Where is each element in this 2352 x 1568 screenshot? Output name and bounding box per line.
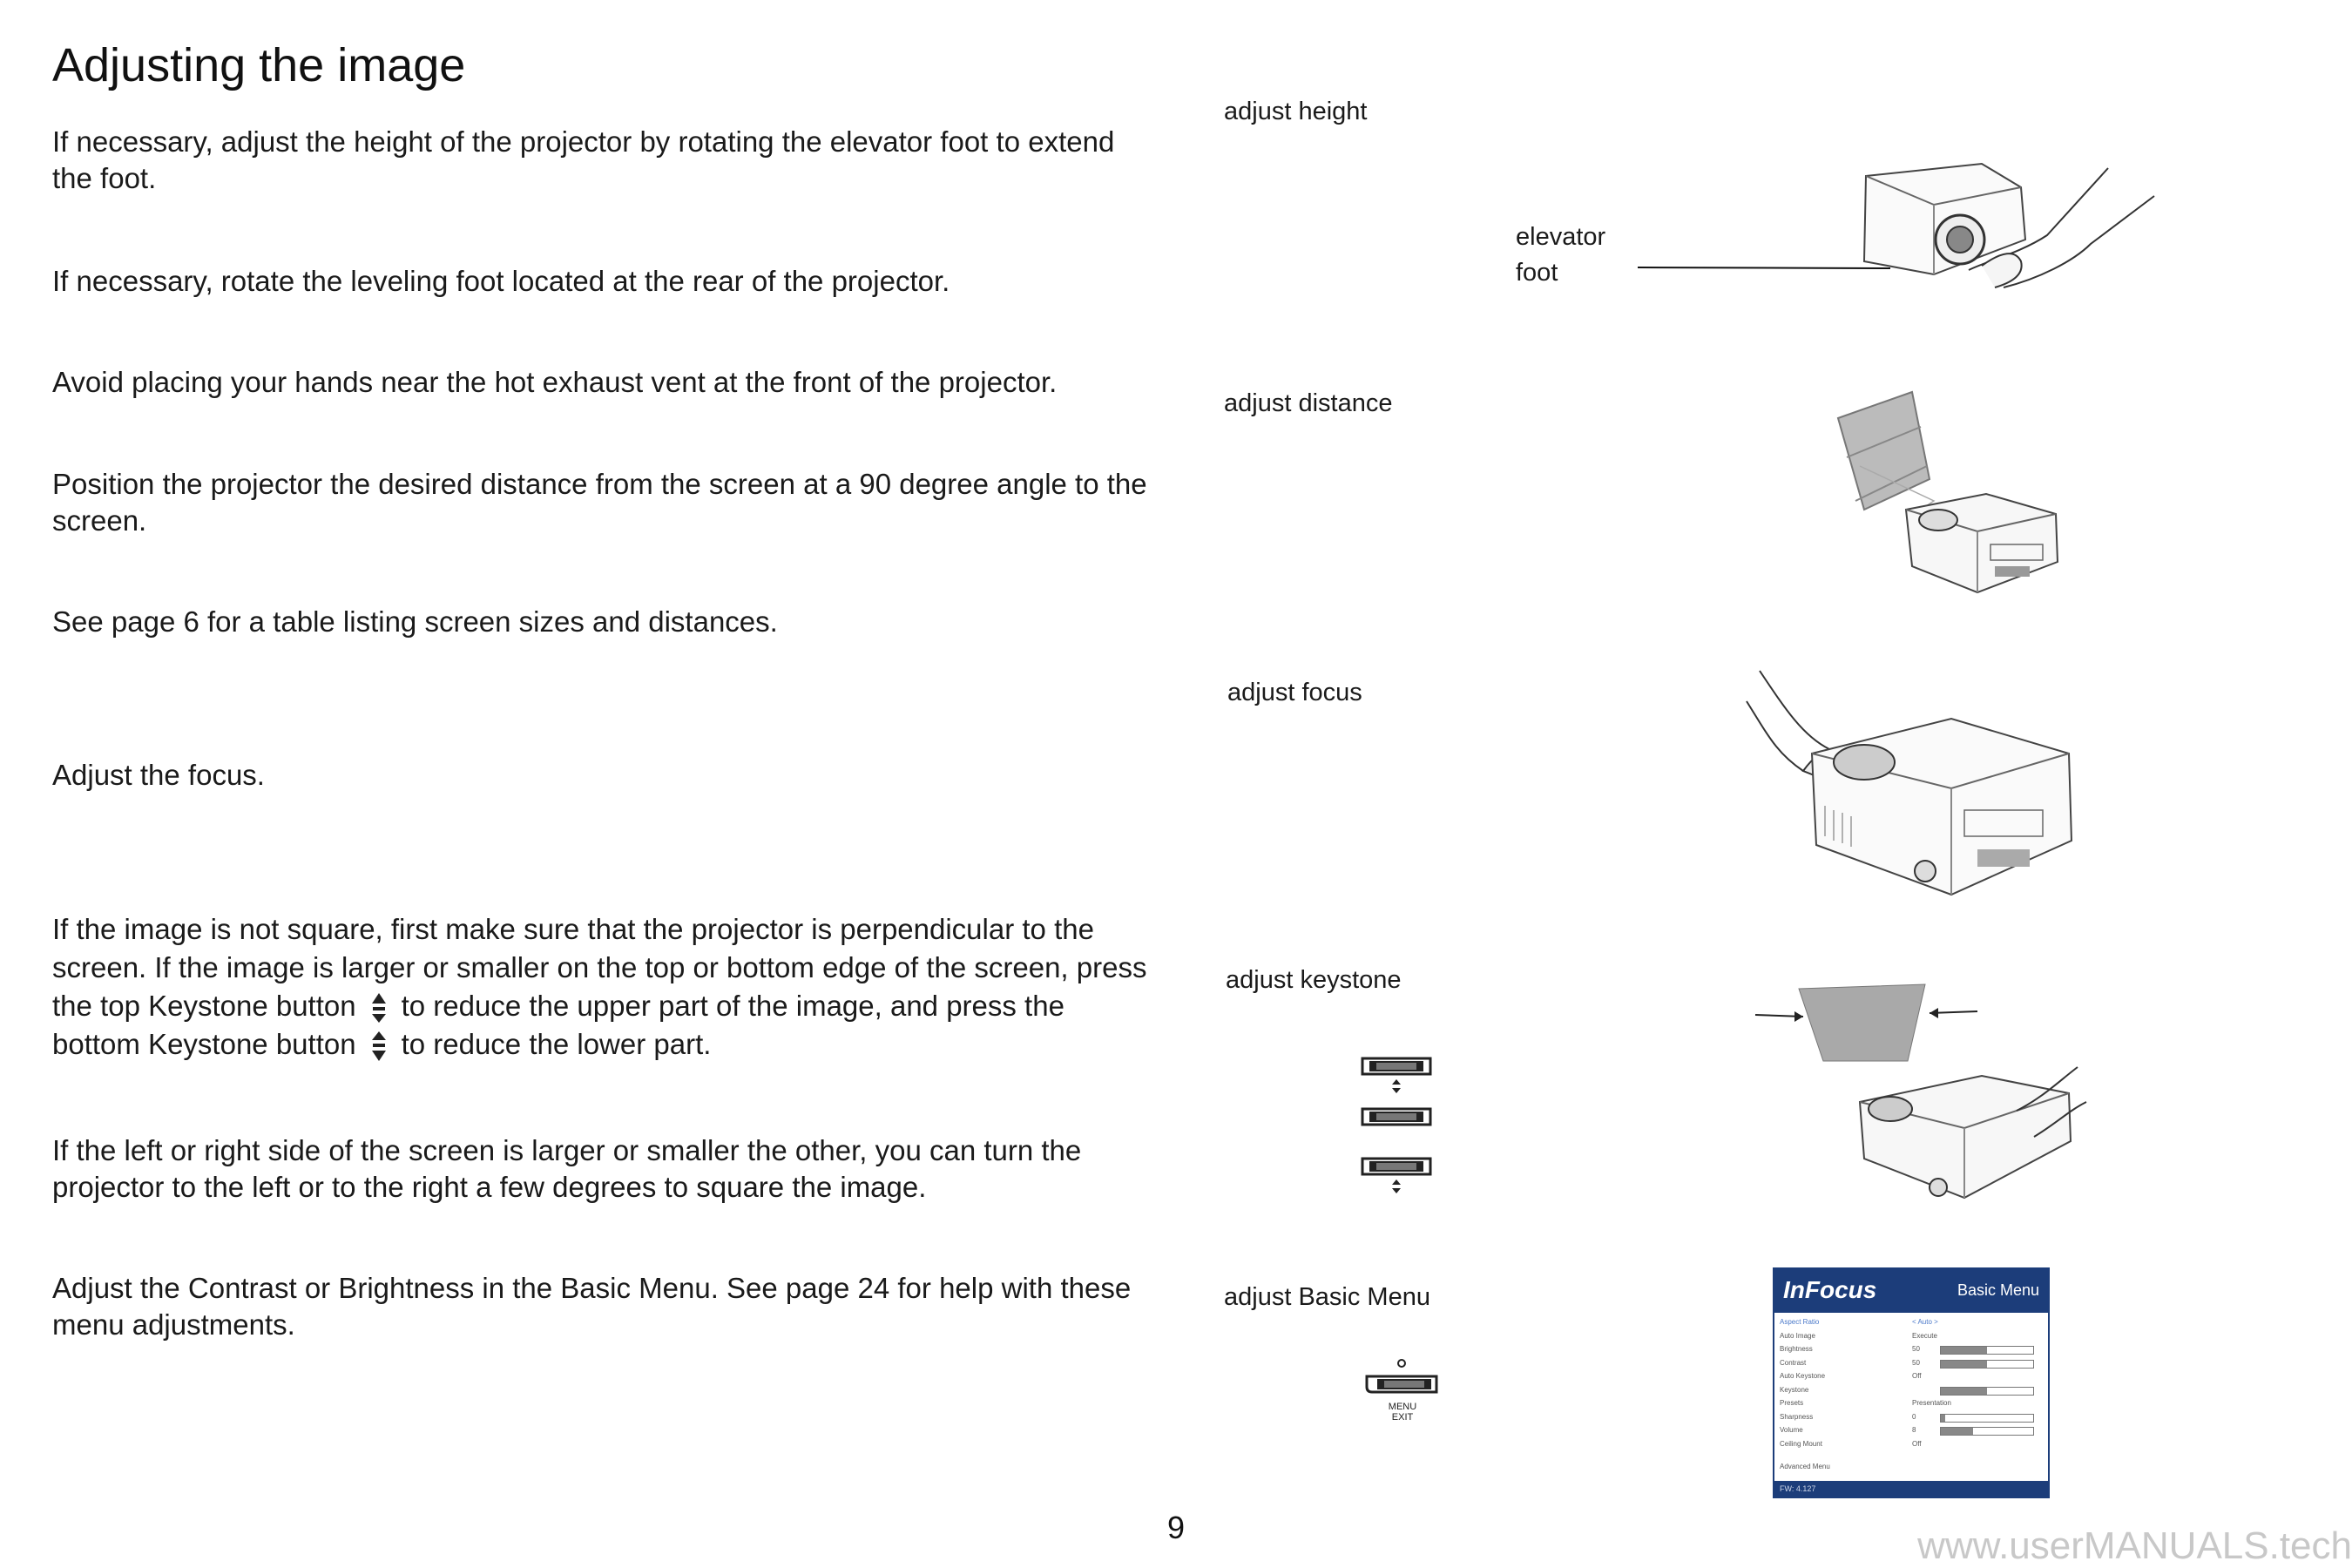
page-title: Adjusting the image bbox=[52, 39, 466, 91]
basic-menu-row-value: Off bbox=[1912, 1372, 1922, 1380]
keystone-up-icon bbox=[368, 991, 389, 1024]
paragraph-leveling-foot: If necessary, rotate the leveling foot located at the rear of the projector. bbox=[52, 265, 950, 297]
basic-menu-footer: FW: 4.127 bbox=[1774, 1481, 2048, 1497]
label-adjust-height: adjust height bbox=[1224, 98, 1368, 125]
basic-menu-slider-fill bbox=[1941, 1415, 1945, 1422]
basic-menu-slider-fill bbox=[1941, 1347, 1987, 1354]
basic-menu-row-value: < Auto > bbox=[1912, 1318, 1938, 1326]
basic-menu-header bbox=[1774, 1269, 2048, 1313]
basic-menu-row-value: 0 bbox=[1912, 1412, 1916, 1421]
keystone-down-icon bbox=[368, 1030, 389, 1063]
basic-menu-row-slider bbox=[1940, 1346, 2034, 1355]
label-adjust-keystone: adjust keystone bbox=[1226, 966, 1402, 994]
paragraph-basic-menu: Adjust the Contrast or Brightness in the Basic Menu. See page 24 for help with these menu adjustments. bbox=[52, 1272, 1132, 1341]
basic-menu-row-label: Volume bbox=[1780, 1426, 1803, 1434]
basic-menu-row-value: Off bbox=[1912, 1439, 1922, 1448]
label-adjust-focus: adjust focus bbox=[1227, 679, 1362, 706]
label-adjust-basic-menu: adjust Basic Menu bbox=[1224, 1283, 1430, 1311]
keystone-text-a: If the image is not square, first make sure that the projector is perpendicular to the screen. If the image is larger or smaller on the top or bottom edge of the screen, press the top Keystone button bbox=[52, 913, 1147, 1022]
keystone-screen-illustration bbox=[1755, 980, 2086, 1206]
basic-menu-row-label: Auto Keystone bbox=[1780, 1372, 1826, 1380]
label-foot: foot bbox=[1516, 259, 1558, 287]
basic-menu-row-slider bbox=[1940, 1387, 2034, 1396]
basic-menu-row-slider bbox=[1940, 1427, 2034, 1436]
basic-menu-slider-fill bbox=[1941, 1361, 1987, 1368]
projector-distance-illustration bbox=[1829, 388, 2073, 605]
advanced-menu-item: Advanced Menu bbox=[1780, 1463, 1830, 1470]
menu-label: MENU bbox=[1388, 1402, 1417, 1412]
basic-menu-row-slider bbox=[1940, 1414, 2034, 1423]
paragraph-adjust-height: If necessary, adjust the height of the projector by rotating the elevator foot to extend the foot. bbox=[52, 125, 1115, 194]
keystone-text-c: to reduce the lower part. bbox=[401, 1028, 712, 1060]
basic-menu-row-label: Brightness bbox=[1780, 1345, 1813, 1353]
basic-menu-row-value: 8 bbox=[1912, 1426, 1916, 1434]
basic-menu-row-value: Execute bbox=[1912, 1331, 1937, 1340]
basic-menu-row-label: Aspect Ratio bbox=[1780, 1318, 1820, 1326]
paragraph-keystone bbox=[52, 910, 1159, 1064]
projector-height-illustration bbox=[1638, 157, 2160, 314]
keystone-down-button-icon bbox=[1361, 1156, 1432, 1198]
basic-menu-slider-fill bbox=[1941, 1428, 1973, 1435]
keystone-middle-button-icon bbox=[1361, 1106, 1432, 1127]
exit-label: EXIT bbox=[1391, 1412, 1414, 1423]
menu-exit-label bbox=[1387, 1402, 1418, 1423]
paragraph-screen-sizes: See page 6 for a table listing screen sizes and distances. bbox=[52, 605, 778, 638]
label-adjust-distance: adjust distance bbox=[1224, 389, 1393, 417]
basic-menu-row-value: 50 bbox=[1912, 1358, 1920, 1367]
basic-menu-row-label: Contrast bbox=[1780, 1358, 1807, 1367]
basic-menu-row-label: Auto Image bbox=[1780, 1331, 1815, 1340]
label-elevator: elevator bbox=[1516, 223, 1606, 251]
paragraph-hot-vent-warning: Avoid placing your hands near the hot exhaust vent at the front of the projector. bbox=[52, 366, 1058, 398]
basic-menu-row-value: 50 bbox=[1912, 1345, 1920, 1353]
menu-exit-button-icon bbox=[1363, 1359, 1442, 1401]
projector-focus-illustration bbox=[1742, 666, 2091, 902]
keystone-up-button-icon bbox=[1361, 1056, 1432, 1098]
basic-menu-row-slider bbox=[1940, 1360, 2034, 1369]
basic-menu-slider-fill bbox=[1941, 1388, 1987, 1395]
basic-menu-screenshot bbox=[1773, 1267, 2050, 1498]
watermark: www.userMANUALS.tech bbox=[1917, 1524, 2352, 1567]
basic-menu-row-label: Presets bbox=[1780, 1399, 1804, 1407]
basic-menu-row-label: Sharpness bbox=[1780, 1412, 1814, 1421]
page-number: 9 bbox=[1166, 1510, 1186, 1545]
basic-menu-row-label: Ceiling Mount bbox=[1780, 1439, 1822, 1448]
basic-menu-row-label: Keystone bbox=[1780, 1385, 1809, 1394]
paragraph-side-adjust: If the left or right side of the screen is larger or smaller the other, you can turn the projector to the left or to the right a few degrees to square the image. bbox=[52, 1134, 1082, 1203]
paragraph-focus: Adjust the focus. bbox=[52, 759, 265, 791]
keystone-text-b: to reduce the upper part of the image, and press the bottom Keystone button bbox=[52, 990, 1064, 1060]
infocus-logo: InFocus bbox=[1783, 1276, 1877, 1303]
paragraph-distance: Position the projector the desired distance from the screen at a 90 degree angle to the screen. bbox=[52, 468, 1147, 537]
basic-menu-row-value: Presentation bbox=[1912, 1399, 1951, 1407]
basic-menu-title: Basic Menu bbox=[1957, 1281, 2039, 1299]
